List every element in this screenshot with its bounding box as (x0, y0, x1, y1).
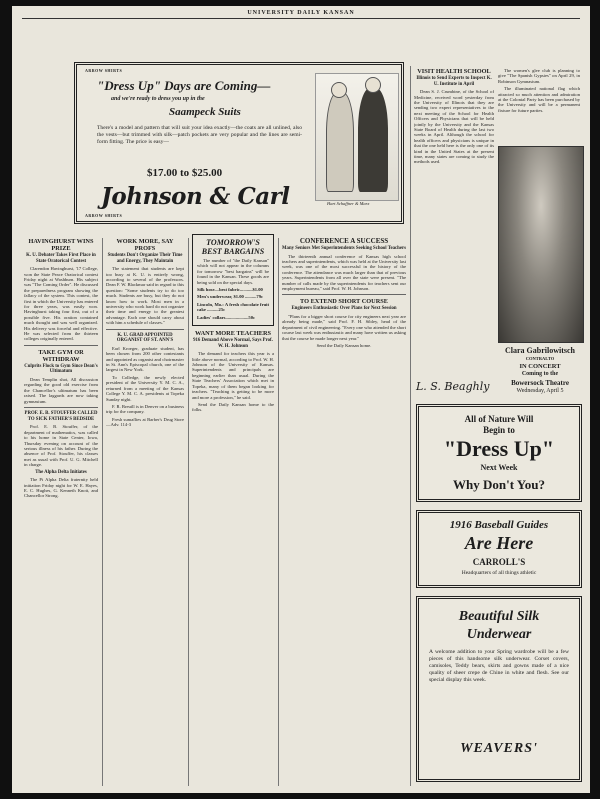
headline-bargains: TOMORROW'S BEST BARGAINS (201, 238, 265, 256)
headline-work-more: WORK MORE, SAY PROFS (116, 238, 174, 252)
headline-havinghurst: HAVINGHURST WINS PRIZE (28, 238, 94, 252)
suit-ad-headline: "Dress Up" Days are Coming— (97, 78, 271, 93)
headline-stouffer: PROF. E. B. STOUFFER CALLED TO SICK FATHER'S BEDSIDE (24, 411, 98, 422)
nature-question: Why Don't You? (453, 477, 545, 492)
article-breuill: F. R. Breuill is in Denver on a business trip for the company. (106, 403, 184, 415)
column-2 (106, 238, 184, 786)
silk-underwear-ad (416, 596, 582, 782)
concert-voice: CONTRALTO (525, 356, 555, 361)
man-head-right (365, 77, 381, 93)
silk-line2: Underwear (466, 627, 532, 642)
subhead-short-course: Engineers Enthusiastic Over Plans for Next Session (291, 306, 397, 312)
subhead-health-school: Illinois to Send Experts to Inspect K. U. Institute in April (416, 76, 492, 87)
baseball-tag: Headquarters of all things athletic (461, 570, 537, 576)
headline-short-course: TO EXTEND SHORT COURSE (300, 298, 388, 306)
suit-ad (74, 62, 404, 224)
article-organist: Earl Kroeger, graduate student, has been chosen from 200 other contestants and appointed as organist and choirmaster in St. Ann's Episcopal church, one of the largest in New York. (106, 345, 184, 373)
subhead-work-more: Students Don't Organize Their Time and Energy, They Maintain (107, 253, 183, 264)
concert-venue: Bowersock Theatre (511, 379, 569, 387)
column-5 (414, 68, 494, 388)
silk-line1: Beautiful Silk (458, 609, 540, 624)
masthead-rule (22, 18, 580, 19)
suit-ad-price: $17.00 to $25.00 (147, 167, 223, 179)
silk-store: WEAVERS' (460, 741, 538, 756)
col4-footer: Send the Daily Kansan home. (316, 343, 372, 349)
suit-ad-brand: Saampeck Suits (169, 106, 241, 118)
column-4 (282, 238, 406, 786)
concert-name: Clara Gabrilowitsch (505, 346, 575, 355)
subhead-gym: Culprits Flock to Gym Since Dean's Ultimatum (24, 363, 98, 375)
subhead-conference: Many Seniors Met Superintendents Seeking School Teachers (282, 246, 406, 251)
article-stouffer: Prof. E. B. Stouffer, of the department of mathematics, was called to his home in State Center, Iowa, Thursday evening on account of the serious illness of his father. During the absence of Prof. Stouffer, his classes met as usual with Prof. U. G. Mitchell in charge. (24, 424, 98, 468)
suit-ad-caption: Hart Schaffner & Marx (327, 201, 370, 206)
concert-line2: Coming to the (521, 371, 559, 377)
suit-ad-store: Johnson & Carl (101, 183, 290, 210)
article-conference: The thirteenth annual conference of Kansas high school teachers and superintendents, which was held at the University last week, was one of the most successful in the history of the conference. The attendance was much larger than that of previous years. Superintendents from all over the state were present. "The number of calls made by the superintendents for teachers sent our employment bureau," said Prof. W. H. Johnson. (282, 253, 406, 292)
bargains-intro: The number of "the Daily Kansan" which will not appear in the columns for tomorrow "best bargains" will be found in the Kansan. These goods are being sold on the special days. (197, 258, 269, 285)
newspaper-page (12, 6, 590, 793)
signature: L. S. Beaghly (416, 380, 490, 393)
glee-club-note: The women's glee club is planning to give "The Spanish Gypsies" on April 29, in Robinson Gymnasium. (498, 68, 580, 84)
man-head-left (331, 82, 347, 98)
headline-alpha-delta: The Alpha Delta Initiates (35, 469, 87, 475)
bargain-item: Lincoln, Mo.: A fresh chocolate fruit cake ..........25c (197, 301, 269, 313)
headline-health-school: VISIT HEALTH SCHOOL (417, 68, 491, 75)
suit-ad-subhead: and we're ready to dress you up in the (111, 96, 205, 102)
article-teachers: The demand for teachers this year is a little above normal, according to Prof. W. H. Johnson of the University of Kansas. Superintendents and principals are beginning earlier than usual. During the State Teachers' Association which met in Topeka, many of them began looking for teachers. "Teaching is getting to be more and more a profession," he said. (192, 351, 274, 400)
baseball-guides-ad (416, 510, 582, 588)
masthead: UNIVERSITY DAILY KANSAN (247, 10, 355, 16)
col2-footer: Fresh sumaflies at Barber's Drug Store—Adv. 114-3 (106, 416, 184, 428)
nature-line1: All of Nature Will (464, 414, 534, 424)
headline-teachers: WANT MORE TEACHERS (194, 330, 272, 338)
article-health-school: Dean S. J. Crumbine, of the School of Medicine, received word yesterday from the University of Illinois that they are sending two expert representatives to the next meeting of the School for Health Officers and Physicians that will be held jointly by the University and the Kansas State Board of Health during the last two weeks in April. Although the school for health officers and physicians is unique in that the one held here is the only one of its kind in the United States at the present time, many states are coming to study the methods used. (414, 89, 494, 165)
bargains-box (192, 234, 274, 326)
bargain-item: Ladies' collars....................50c (197, 314, 256, 320)
bargain-item: Silk hose—best fabric...........$1.00 (197, 287, 263, 293)
singer-photo (498, 146, 584, 343)
headline-gym: TAKE GYM OR WITHDRAW (38, 348, 84, 363)
article-alpha-delta: The Pi Alpha Delta fraternity held initiation Friday night for W. E. Hayes, E. C. Hughes, G. Kenneth Knott, and Chancellor Strong. (24, 477, 98, 499)
column-1 (24, 238, 98, 786)
suit-ad-body: There's a model and pattern that will suit your idea exactly—the coats are all unlined, also the vests—but trimmed with silk—patch pockets are very popular and the lines are semi-form fitting. The price is easy— (97, 125, 302, 145)
headline-organist: K. U. GRAD APPOINTED ORGANIST OF ST. ANN'S (116, 332, 174, 344)
nature-dress-up-ad (416, 404, 582, 502)
nature-headline: "Dress Up" (443, 436, 555, 461)
headline-conference: CONFERENCE A SUCCESS (299, 238, 389, 245)
baseball-store: CARROLL'S (472, 557, 526, 567)
suit-men-illustration (315, 73, 399, 201)
arrow-label-top: ARROW SHIRTS (85, 68, 123, 73)
article-work-more: The statement that students are kept too busy at K. U. is entirely wrong, according to several of the professors. Dean F. W. Blackmar said in regard to this question: "Some students try to do too much. Students are busy, but they do not know how to work. Most men in a university who work hard do not organize their time and energy to the greatest advantage. Each one should carry about with him a schedule of classes." (106, 266, 184, 326)
flag-note: The illuminated national flag which attracted so much attention and admiration at the Colonial Party has been purchased by the University and will be a permanent fixture for future parties. (498, 86, 580, 113)
concert-notes (498, 68, 580, 144)
column-3 (192, 234, 274, 786)
bargain-item: Men's underwear, $1.00 ..........79c (197, 294, 264, 300)
subhead-teachers: 916 Demand Above Normal, Says Prof. W. H. Johnson (193, 338, 273, 349)
concert-line1: IN CONCERT (519, 363, 561, 370)
silk-body: A welcome addition to your Spring wardrobe will be a few pieces of this handsome silk underwear. Corset covers, camisoles, Teddy bears, skirts and gowns made of a nice quality of sheer crepe de Chine in white and flesh. See our special display this week. (429, 649, 569, 683)
man-figure-left (326, 92, 354, 192)
concert-date: Wednesday, April 5 (516, 388, 564, 394)
arrow-label-bottom: ARROW SHIRTS (85, 213, 123, 218)
article-colledge: To Colledge, the newly elected president of the University Y. M. C. A., returned from a meeting of the Kansas College Y. M. C. A. presidents at Topeka Sunday night. (106, 374, 184, 402)
article-gym: Dean Templin shot, All discussion regarding the good old exercise from the Chancellor's ultimatum has been raised. The laggards are now taking gymnasium. (24, 377, 98, 404)
col3-footer: Send the Daily Kansan home to the folks. (192, 401, 274, 413)
baseball-line1: 1916 Baseball Guides (449, 519, 549, 531)
nature-line2: Begin to (483, 425, 515, 435)
article-short-course: "Plans for a bigger short course for city engineers next year are already being made," said Prof. F. H. Sibley, head of the department of civil engineering. "Every one who attended the short course last week was enthusiastic and many have written us asking that the course be made longer next year." (282, 314, 406, 341)
article-havinghurst: Clarendon Havinghurst, '17 College, won the State Peace Oratorical contest Friday night at Washburn. His subject was "The Coming Order". He discussed the preparedness program showing the fallacy of the system. This contest, the first in which the University has entered for three years, was easily won. Havinghurst taking four first, out of a possible five. His oration contained much thought and was well organized. His delivery was forceful and effective. He was selected from the thirteen colleges originally entered. (24, 266, 98, 342)
nature-line3: Next Week (480, 463, 518, 472)
baseball-line2: Are Here (464, 533, 534, 553)
man-figure-right (358, 88, 388, 192)
subhead-havinghurst: K. U. Debater Takes First Place in State Oratorical Contest (26, 253, 96, 264)
